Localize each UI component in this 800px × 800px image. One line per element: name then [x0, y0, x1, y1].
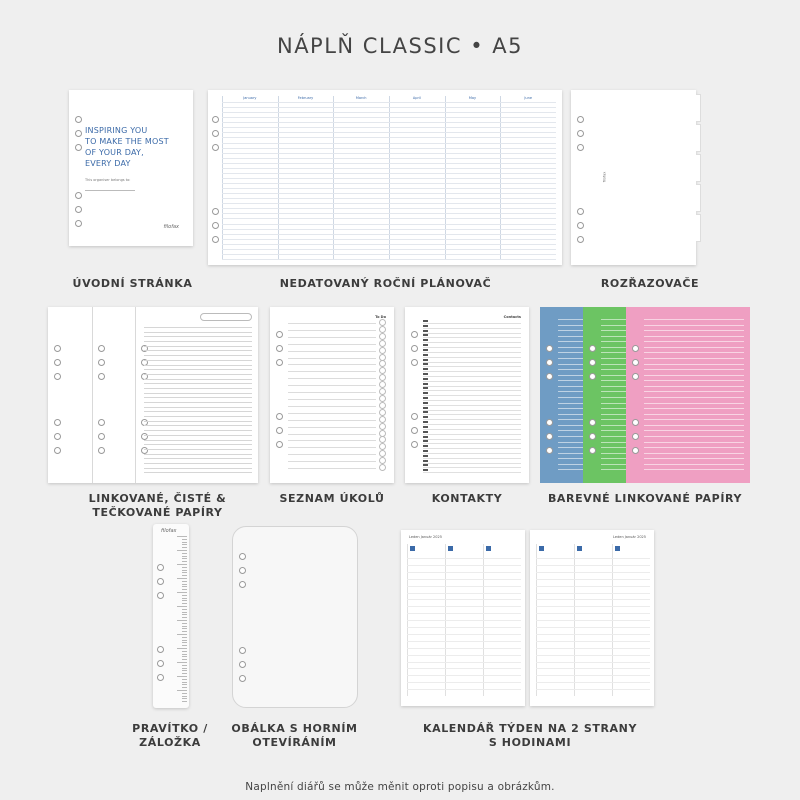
colored-paper-pink — [626, 307, 750, 483]
divider-tab — [696, 94, 701, 122]
filofax-logo: filofax — [163, 224, 179, 230]
month-header: June — [524, 96, 532, 100]
punch-holes — [276, 307, 284, 483]
punch-holes — [54, 307, 62, 483]
month-header: May — [468, 96, 477, 100]
week-label: KALENDÁŘ TÝDEN NA 2 STRANY S HODINAMI — [422, 722, 638, 749]
belongs-to-text: This organiser belongs to: — [85, 178, 131, 182]
punch-holes — [577, 90, 585, 265]
title-page-card — [69, 90, 193, 246]
year-planner-label: NEDATOVANÝ ROČNÍ PLÁNOVAČ — [279, 277, 492, 290]
week-left-page — [401, 530, 525, 706]
dividers-card: filofax — [571, 90, 696, 265]
week-right-header: Leden Január 2025 — [613, 535, 646, 539]
envelope-card — [232, 526, 358, 708]
year-planner-card — [208, 90, 562, 265]
contacts-lines — [423, 323, 521, 477]
month-header: April — [412, 96, 421, 100]
ruler-label: PRAVÍTKO / ZÁLOŽKA — [132, 722, 208, 749]
dividers-label: ROZŘAZOVAČE — [600, 277, 700, 290]
disclaimer-footer: Naplnění diářů se může měnit oproti popisu a obrázkům. — [245, 781, 555, 793]
punch-holes — [411, 307, 419, 483]
punch-holes — [75, 90, 83, 246]
divider-tab — [696, 124, 701, 152]
contacts-header: Contacts — [503, 315, 521, 319]
punch-holes — [212, 90, 220, 265]
contacts-label: KONTAKTY — [431, 492, 503, 505]
ruler-scale — [171, 536, 187, 704]
todo-header: To Do — [375, 315, 386, 319]
ruled-papers-label: LINKOVANÉ, ČISTÉ & TEČKOVANÉ PAPÍRY — [88, 492, 227, 519]
punch-holes — [239, 527, 247, 707]
colored-papers-label: BAREVNÉ LINKOVANÉ PAPÍRY — [547, 492, 743, 505]
month-header: February — [297, 96, 314, 100]
divider-tab — [696, 214, 701, 242]
divider-tab — [696, 154, 701, 182]
contacts-card — [405, 307, 529, 483]
ruled-lines — [144, 327, 252, 477]
week-right-page — [530, 530, 654, 706]
cover-headline: INSPIRING YOU TO MAKE THE MOST OF YOUR DAY, EVERY DAY — [85, 126, 169, 168]
title-page-label: ÚVODNÍ STRÁNKA — [72, 277, 193, 290]
divider-tab — [696, 184, 701, 212]
todo-lines — [288, 323, 386, 475]
envelope-label: OBÁLKA S HORNÍM OTEVÍRÁNÍM — [231, 722, 358, 749]
page-title: NÁPLŇ CLASSIC • A5 — [276, 34, 523, 58]
month-header: January — [243, 96, 257, 100]
punch-holes — [157, 524, 165, 708]
ruler-bookmark-card — [153, 524, 189, 708]
ruled-papers-card — [48, 307, 258, 483]
week-left-header: Leden Január 2025 — [409, 535, 442, 539]
todo-label: SEZNAM ÚKOLŮ — [279, 492, 385, 505]
year-planner-grid — [222, 96, 556, 259]
month-header: March — [355, 96, 367, 100]
todo-card — [270, 307, 394, 483]
filofax-logo: filofax — [161, 528, 177, 534]
